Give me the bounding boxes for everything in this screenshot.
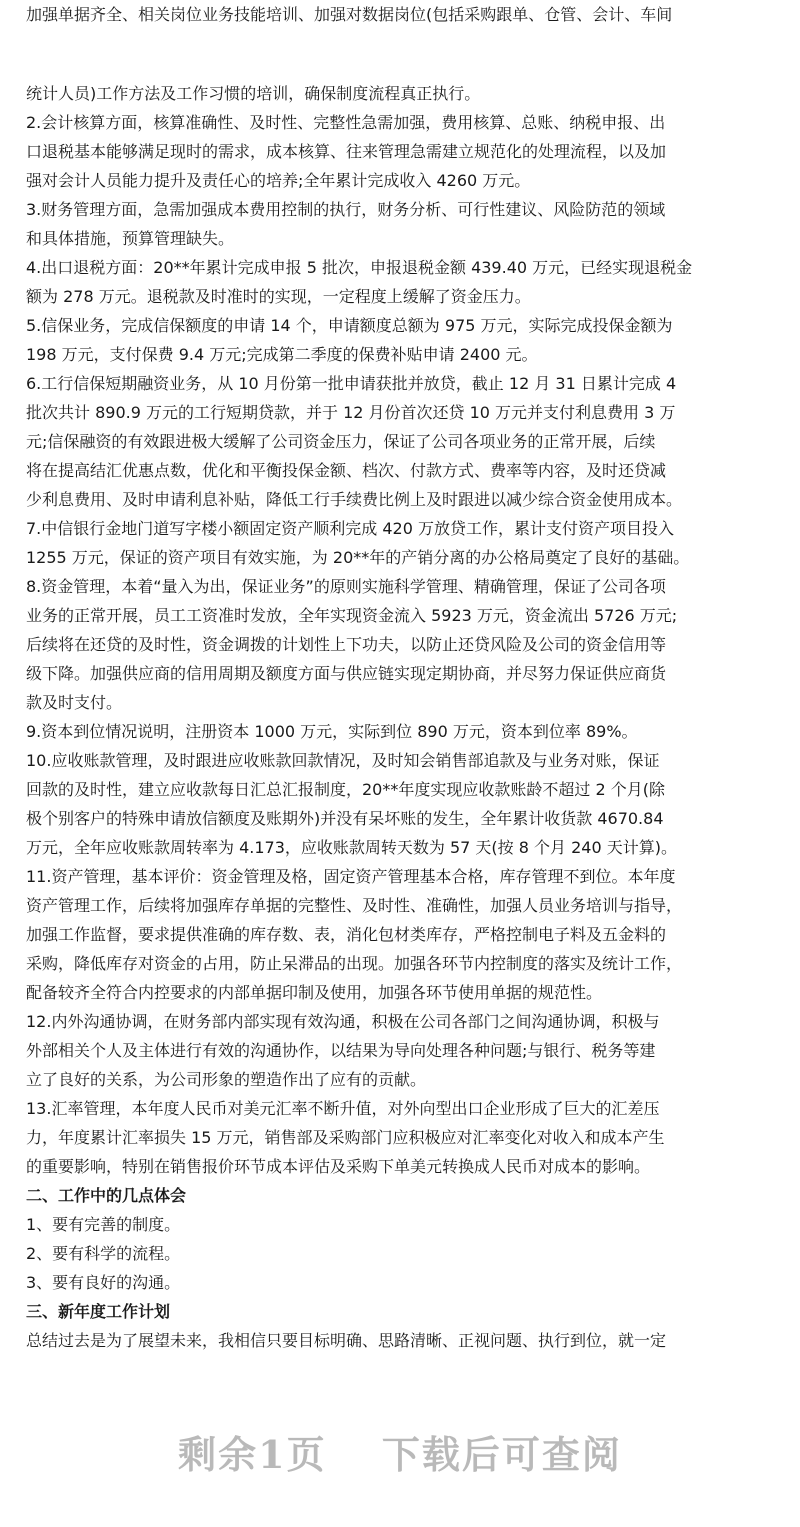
section-heading: 三、新年度工作计划 [26, 1302, 171, 1321]
text-line: 回款的及时性，建立应收款每日汇总汇报制度，20**年度实现应收款账龄不超过 2 个月(除 [26, 780, 665, 799]
text-line: 外部相关个人及主体进行有效的沟通协作，以结果为导向处理各种问题;与银行、税务等建 [26, 1041, 656, 1060]
page-gap [26, 29, 778, 79]
text-line: 极个别客户的特殊申请放信额度及账期外)并没有呆坏账的发生，全年累计收货款 4670.84 [26, 809, 664, 828]
text-line: 将在提高结汇优惠点数，优化和平衡投保金额、档次、付款方式、费率等内容，及时还贷减 [26, 461, 667, 480]
text-line: 11.资产管理，基本评价：资金管理及格，固定资产管理基本合格，库存管理不到位。本年度 [26, 867, 676, 886]
text-line: 万元，全年应收账款周转率为 4.173，应收账款周转天数为 57 天(按 8 个月 240 天计算)。 [26, 838, 677, 857]
text-line: 业务的正常开展，员工工资准时发放，全年实现资金流入 5923 万元，资金流出 5726 万元; [26, 606, 678, 625]
text-line: 3.财务管理方面，急需加强成本费用控制的执行，财务分析、可行性建议、风险防范的领域 [26, 200, 666, 219]
text-line: 少利息费用、及时申请利息补贴，降低工行手续费比例上及时跟进以减少综合资金使用成本。 [26, 490, 683, 509]
text-line: 级下降。加强供应商的信用周期及额度方面与供应链实现定期协商，并尽努力保证供应商货 [26, 664, 667, 683]
list-item: 1、要有完善的制度。 [26, 1215, 181, 1234]
text-line: 12.内外沟通协调，在财务部内部实现有效沟通，积极在公司各部门之间沟通协调，积极与 [26, 1012, 660, 1031]
text-line: 6.工行信保短期融资业务，从 10 月份第一批申请获批并放贷，截止 12 月 31 日累计完成 4 [26, 374, 677, 393]
download-label: 下载后可查阅 [381, 1432, 622, 1477]
text-line: 后续将在还贷的及时性，资金调拨的计划性上下功夫，以防止还贷风险及公司的资金信用等 [26, 635, 667, 654]
document-body [26, 0, 778, 1355]
text-line: 配备较齐全符合内控要求的内部单据印制及使用，加强各环节使用单据的规范性。 [26, 983, 603, 1002]
remaining-pages-label: 剩余1页 [178, 1432, 327, 1477]
text-line: 7.中信银行金地门道写字楼小额固定资产顺利完成 420 万放贷工作，累计支付资产项目投入 [26, 519, 674, 538]
text-line: 款及时支付。 [26, 693, 123, 712]
text-line: 额为 278 万元。退税款及时准时的实现，一定程度上缓解了资金压力。 [26, 287, 531, 306]
text-line: 口退税基本能够满足现时的需求，成本核算、往来管理急需建立规范化的处理流程，以及加 [26, 142, 667, 161]
text-line: 10.应收账款管理，及时跟进应收账款回款情况，及时知会销售部追款及与业务对账，保证 [26, 751, 660, 770]
text-line: 9.资本到位情况说明，注册资本 1000 万元，实际到位 890 万元，资本到位率 89%。 [26, 722, 638, 741]
text-line: 2.会计核算方面，核算准确性、及时性、完整性急需加强，费用核算、总账、纳税申报、出 [26, 113, 666, 132]
text-line: 采购，降低库存对资金的占用，防止呆滞品的出现。加强各环节内控制度的落实及统计工作， [26, 954, 683, 973]
section-heading: 二、工作中的几点体会 [26, 1186, 187, 1205]
text-line: 1255 万元，保证的资产项目有效实施，为 20**年的产销分离的办公格局奠定了良好的基础。 [26, 548, 690, 567]
text-line: 力，年度累计汇率损失 15 万元，销售部及采购部门应积极应对汇率变化对收入和成本产生 [26, 1128, 665, 1147]
text-line: 加强单据齐全、相关岗位业务技能培训、加强对数据岗位(包括采购跟单、仓管、会计、车间 [26, 5, 673, 24]
list-item: 3、要有良好的沟通。 [26, 1273, 181, 1292]
text-line: 资产管理工作，后续将加强库存单据的完整性、及时性、准确性，加强人员业务培训与指导， [26, 896, 683, 915]
list-item: 2、要有科学的流程。 [26, 1244, 181, 1263]
download-prompt[interactable] [0, 1424, 800, 1479]
text-line: 批次共计 890.9 万元的工行短期贷款，并于 12 月份首次还贷 10 万元并支付利息费用 3 万 [26, 403, 676, 422]
text-line: 加强工作监督，要求提供准确的库存数、表，消化包材类库存，严格控制电子料及五金料的 [26, 925, 667, 944]
text-line: 强对会计人员能力提升及责任心的培养;全年累计完成收入 4260 万元。 [26, 171, 531, 190]
text-line: 5.信保业务，完成信保额度的申请 14 个，申请额度总额为 975 万元，实际完成投保金额为 [26, 316, 673, 335]
text-line: 198 万元，支付保费 9.4 万元;完成第二季度的保费补贴申请 2400 元。 [26, 345, 538, 364]
text-line: 元;信保融资的有效跟进极大缓解了公司资金压力，保证了公司各项业务的正常开展，后续 [26, 432, 656, 451]
text-line: 总结过去是为了展望未来，我相信只要目标明确、思路清晰、正视问题、执行到位，就一定 [26, 1331, 667, 1350]
text-line: 和具体措施，预算管理缺失。 [26, 229, 235, 248]
text-line: 4.出口退税方面：20**年累计完成申报 5 批次，申报退税金额 439.40 万元，已经实现退税金 [26, 258, 693, 277]
text-line: 统计人员)工作方法及工作习惯的培训，确保制度流程真正执行。 [26, 84, 481, 103]
text-line: 13.汇率管理，本年度人民币对美元汇率不断升值，对外向型出口企业形成了巨大的汇差压 [26, 1099, 660, 1118]
text-line: 立了良好的关系，为公司形象的塑造作出了应有的贡献。 [26, 1070, 427, 1089]
text-line: 的重要影响，特别在销售报价环节成本评估及采购下单美元转换成人民币对成本的影响。 [26, 1157, 651, 1176]
text-line: 8.资金管理，本着“量入为出，保证业务”的原则实施科学管理、精确管理，保证了公司各项 [26, 577, 666, 596]
paragraph-lines [26, 79, 778, 1181]
